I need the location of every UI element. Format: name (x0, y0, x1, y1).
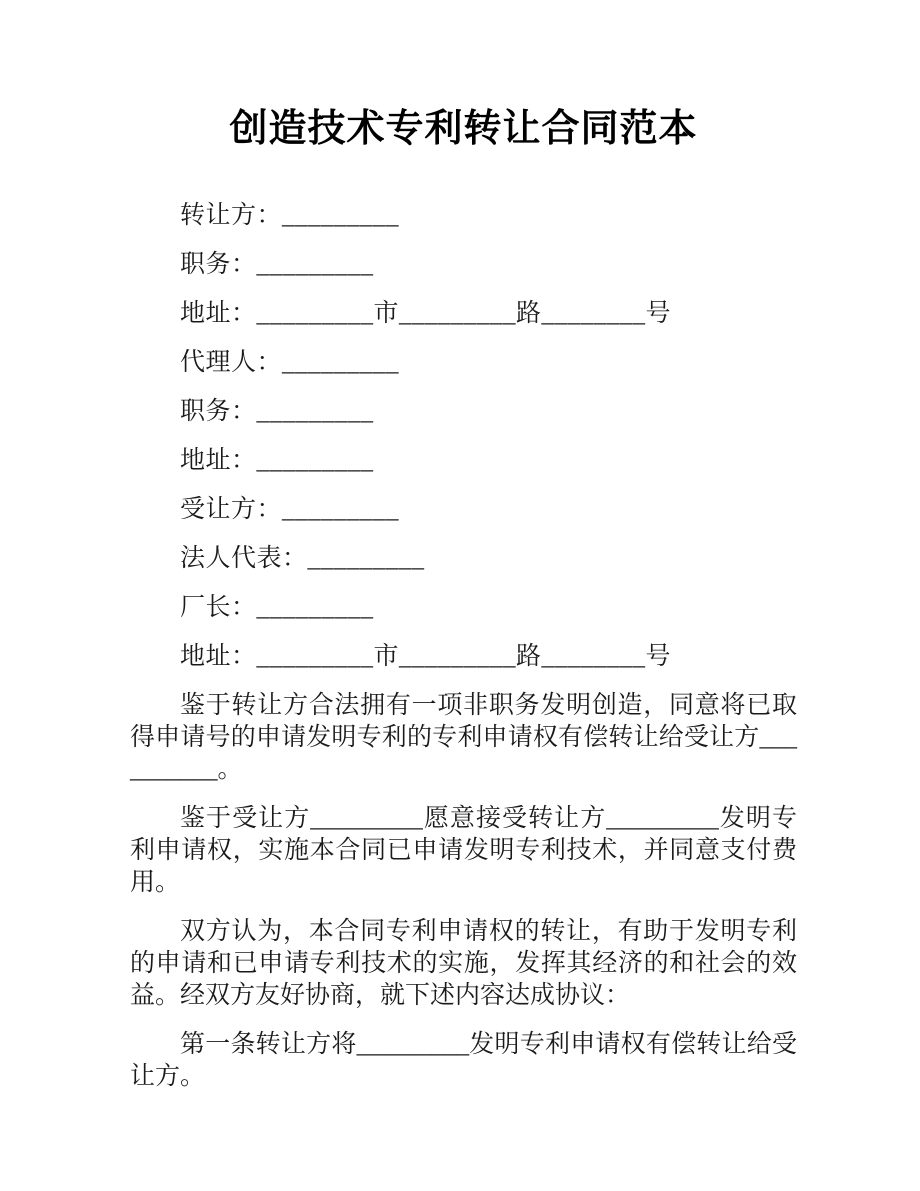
field-transferor-position: 职务：_________ (180, 251, 374, 279)
field-factory-director: 厂长：_________ (180, 594, 374, 622)
paragraph-recital-transferor: 鉴于转让方合法拥有一项非职务发明创造，同意将已取得申请号的申请发明专利的专利申请权有偿转让给受让方__________。 (130, 692, 797, 784)
field-agent-address: 地址：_________ (180, 447, 374, 475)
field-transferor: 转让方：_________ (180, 202, 400, 230)
field-transferee-address: 地址：_________市_________路________号 (180, 643, 672, 671)
field-legal-representative: 法人代表：_________ (180, 545, 425, 573)
document-title: 创造技术专利转让合同范本 (229, 108, 698, 150)
field-transferor-address: 地址：_________市_________路________号 (180, 300, 672, 328)
field-agent: 代理人：_________ (180, 349, 400, 377)
field-agent-position: 职务：_________ (180, 398, 374, 426)
paragraph-article-1: 第一条转让方将_________发明专利申请权有偿转让给受让方。 (130, 1031, 797, 1091)
paragraph-recital-transferee: 鉴于受让方_________愿意接受转让方_________发明专利申请权，实施本合同已申请发明专利技术，并同意支付费用。 (130, 805, 797, 897)
paragraph-mutual-understanding: 双方认为，本合同专利申请权的转让，有助于发明专利的申请和已申请专利技术的实施，发挥其经济的和社会的效益。经双方友好协商，就下述内容达成协议： (130, 918, 797, 1010)
field-transferee: 受让方：_________ (180, 496, 400, 524)
